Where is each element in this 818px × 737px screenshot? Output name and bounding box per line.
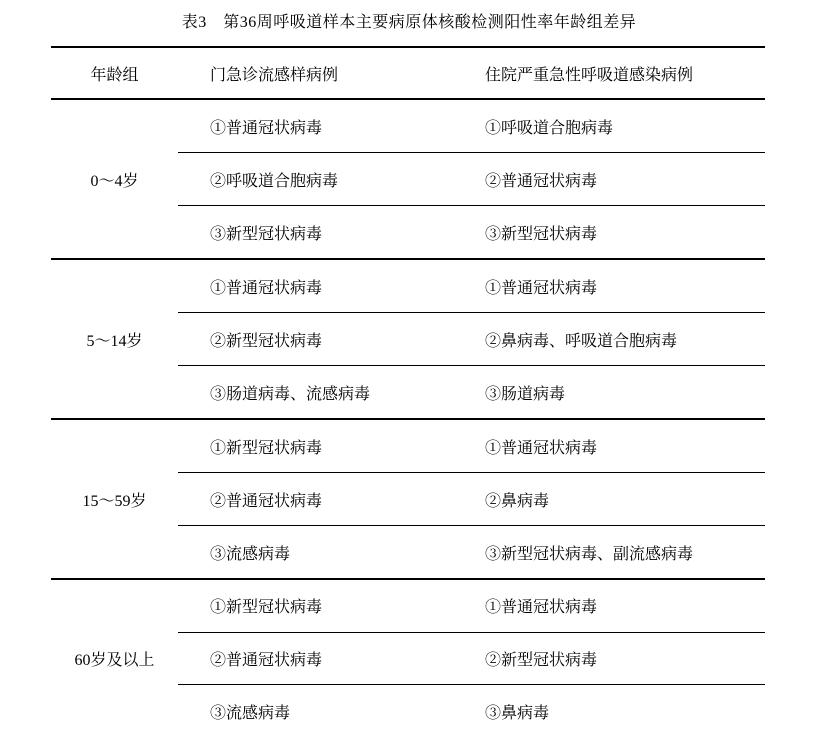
sari-rank-2-cell: ②鼻病毒、呼吸道合胞病毒 <box>485 332 678 350</box>
ili-rank-2-cell: ②新型冠状病毒 <box>210 332 323 350</box>
sari-rank-1-cell: ①普通冠状病毒 <box>485 439 598 457</box>
age-group-block-15-59 <box>51 420 765 580</box>
table-row <box>178 420 765 473</box>
ili-rank-1-cell: ①普通冠状病毒 <box>210 279 323 297</box>
sari-rank-1-cell: ①呼吸道合胞病毒 <box>485 119 614 137</box>
column-header-age-group: 年龄组 <box>90 66 139 84</box>
column-header-outpatient-ili: 门急诊流感样病例 <box>210 66 339 84</box>
sari-rank-3-cell: ③新型冠状病毒 <box>485 225 598 243</box>
ili-rank-2-cell: ②普通冠状病毒 <box>210 492 323 510</box>
sari-rank-2-cell: ②新型冠状病毒 <box>485 652 598 669</box>
age-group-rows <box>178 100 765 258</box>
table-row <box>178 100 765 153</box>
age-group-rows <box>178 260 765 418</box>
age-group-rows <box>178 580 765 737</box>
pathogen-positivity-table <box>51 46 765 737</box>
sari-rank-3-cell: ③肠道病毒 <box>485 385 566 403</box>
ili-rank-1-cell: ①新型冠状病毒 <box>210 439 323 457</box>
table-row <box>178 313 765 366</box>
column-header-hospitalized-sari: 住院严重急性呼吸道感染病例 <box>485 66 694 84</box>
table-row <box>178 473 765 526</box>
age-group-label: 5～14岁 <box>86 332 143 350</box>
ili-rank-3-cell: ③肠道病毒、流感病毒 <box>210 385 371 403</box>
ili-rank-1-cell: ①新型冠状病毒 <box>210 599 323 617</box>
ili-rank-3-cell: ③流感病毒 <box>210 704 291 722</box>
table-row <box>178 153 765 206</box>
sari-rank-2-cell: ②普通冠状病毒 <box>485 172 598 190</box>
age-group-label: 60岁及以上 <box>74 652 155 669</box>
ili-rank-3-cell: ③流感病毒 <box>210 545 291 563</box>
age-group-label: 0～4岁 <box>90 172 139 190</box>
table-row <box>178 206 765 258</box>
table-title: 表3 第36周呼吸道样本主要病原体核酸检测阳性率年龄组差异 <box>181 14 637 31</box>
ili-rank-2-cell: ②普通冠状病毒 <box>210 652 323 669</box>
table-row <box>178 685 765 737</box>
sari-rank-2-cell: ②鼻病毒 <box>485 492 550 510</box>
sari-rank-3-cell: ③新型冠状病毒、副流感病毒 <box>485 545 694 563</box>
sari-rank-3-cell: ③鼻病毒 <box>485 704 550 722</box>
age-group-rows <box>178 420 765 578</box>
table-row <box>178 366 765 418</box>
age-group-block-5-14 <box>51 260 765 420</box>
sari-rank-1-cell: ①普通冠状病毒 <box>485 279 598 297</box>
table-row <box>178 633 765 686</box>
table-header-row <box>51 48 765 100</box>
age-group-label: 15～59岁 <box>82 492 147 510</box>
ili-rank-1-cell: ①普通冠状病毒 <box>210 119 323 137</box>
age-group-block-0-4 <box>51 100 765 260</box>
table-row <box>178 580 765 633</box>
table-row <box>178 526 765 578</box>
sari-rank-1-cell: ①普通冠状病毒 <box>485 599 598 617</box>
ili-rank-2-cell: ②呼吸道合胞病毒 <box>210 172 339 190</box>
age-group-block-60-plus <box>51 580 765 737</box>
table-row <box>178 260 765 313</box>
ili-rank-3-cell: ③新型冠状病毒 <box>210 225 323 243</box>
